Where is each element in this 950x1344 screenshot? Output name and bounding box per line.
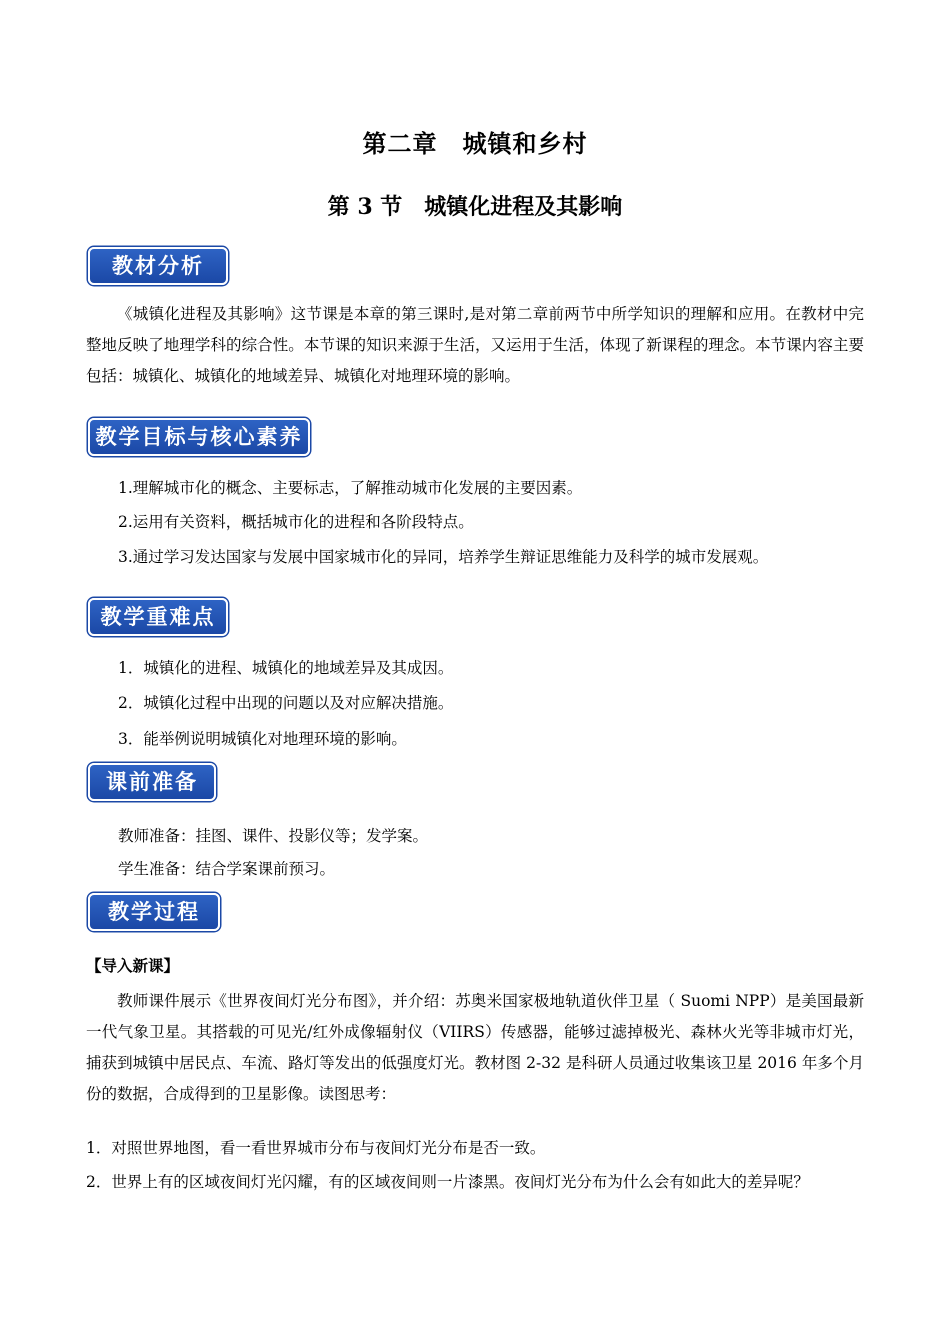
objective-item-2: 2.运用有关资料，概括城市化的进程和各阶段特点。 xyxy=(118,513,474,531)
key-points-heading-badge: 教学重难点 xyxy=(88,598,228,636)
analysis-paragraph: 《城镇化进程及其影响》这节课是本章的第三课时,是对第二章前两节中所学知识的理解和应用。在教材中完整地反映了地理学科的综合性。本节课的知识来源于生活，又运用于生活，体现了新课程的理念。本节课内容主要包括：城镇化、城镇化的地域差异、城镇化对地理环境的影响。 xyxy=(86,305,864,385)
section-title: 第 3 节 城镇化进程及其影响 xyxy=(327,194,623,220)
student-preparation: 学生准备：结合学案课前预习。 xyxy=(118,860,336,878)
preparation-heading-badge: 课前准备 xyxy=(88,763,216,801)
objectives-heading-badge: 教学目标与核心素养 xyxy=(88,418,310,456)
chapter-title: 第二章 城镇和乡村 xyxy=(362,129,588,158)
key-point-item-3: 3．能举例说明城镇化对地理环境的影响。 xyxy=(118,730,407,748)
analysis-heading-badge: 教材分析 xyxy=(88,247,228,285)
objective-item-3: 3.通过学习发达国家与发展中国家城市化的异同，培养学生辩证思维能力及科学的城市发展观。 xyxy=(118,548,769,566)
teacher-preparation: 教师准备：挂图、课件、投影仪等；发学案。 xyxy=(118,827,429,845)
lead-in-label: 【导入新课】 xyxy=(86,957,180,975)
question-item-2: 2．世界上有的区域夜间灯光闪耀，有的区域夜间则一片漆黑。夜间灯光分布为什么会有如此大的差异呢？ xyxy=(86,1173,809,1191)
objective-item-1: 1.理解城市化的概念、主要标志，了解推动城市化发展的主要因素。 xyxy=(118,479,583,497)
process-heading-badge: 教学过程 xyxy=(88,893,220,931)
question-item-1: 1．对照世界地图，看一看世界城市分布与夜间灯光分布是否一致。 xyxy=(86,1139,546,1157)
key-point-item-1: 1．城镇化的进程、城镇化的地域差异及其成因。 xyxy=(118,659,454,677)
lead-in-paragraph: 教师课件展示《世界夜间灯光分布图》，并介绍：苏奥米国家极地轨道伙伴卫星（ Suomi NPP）是美国最新一代气象卫星。其搭载的可见光/红外成像辐射仪（VIIRS）传感器，能够过滤掉极光、森林火光等非城市灯光，捕获到城镇中居民点、车流、路灯等发出的低强度灯光。教材图 2-32 是科研人员通过收集该卫星 2016 年多个月份的数据，合成得到的卫星影像。读图思考： xyxy=(86,992,864,1103)
key-point-item-2: 2．城镇化过程中出现的问题以及对应解决措施。 xyxy=(118,694,454,712)
